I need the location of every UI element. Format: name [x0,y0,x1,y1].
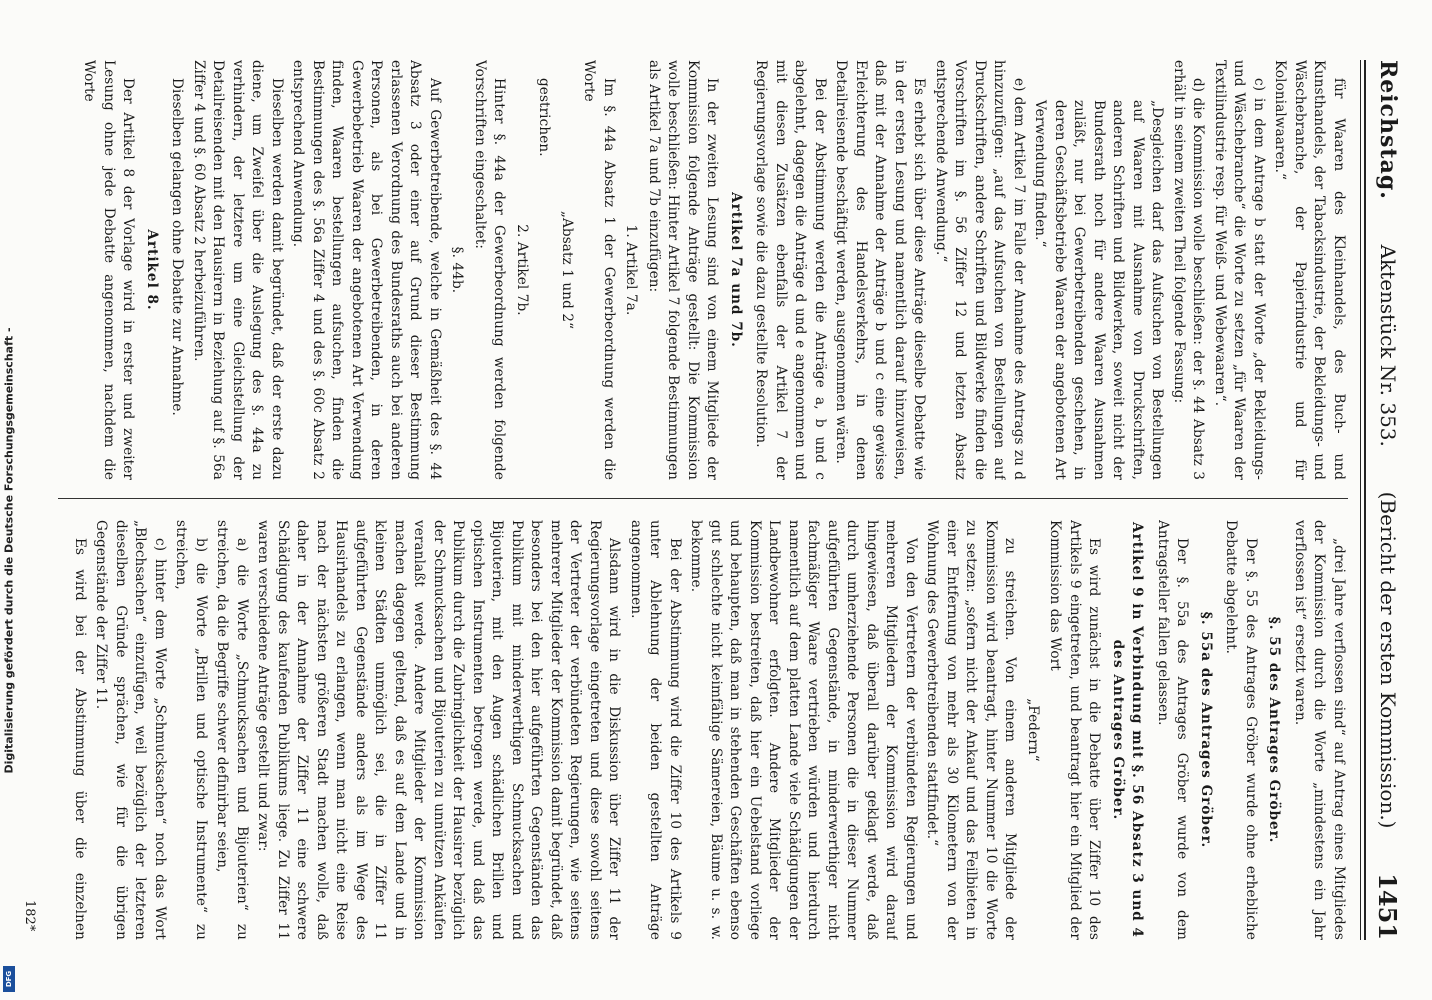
centered-line: „Absatz 1 und 2“ [559,210,575,330]
paragraph: für Waaren des Kleinhandels, des Buch- und Kunsthandels, der Tabacksindustrie, der Bekleidungs- und Wäschebranche, der Papierindustrie und für Kolonialwaaren.“ [1272,60,1347,480]
paragraph: Bei der Abstimmung wird die Ziffer 10 des Artikels 9 unter Ablehnung der beiden gestellten Anträge angenommen. [628,520,683,940]
paragraph: d) die Kommission wolle beschließen: der §. 44 Absatz 3 erhält in seinem zweiten Theil folgende Fassung: [1171,60,1207,480]
paragraph: gestrichen. [536,78,553,157]
paragraph: „drei Jahre verflossen sind“ auf Antrag eines Mitgliedes der Kommission durch die Worte „mindestens ein Jahr verflossen ist“ ersetzt waren. [1292,520,1347,940]
section-heading: §. 55a des Antrages Gröber. [1198,611,1214,849]
paragraph: In der zweiten Lesung sind von einem Mitgliede der Kommission folgende Anträge gestellt: Die Kommission wolle beschließen: Hinter Artikel 7 folgende Bestimmungen als Artikel 7a und 7b einzufügen: [646,60,721,480]
paragraph: b) die Worte „Brillen und optische Instrumente“ zu streichen, [173,520,209,940]
paragraph: Bei der Abstimmung werden die Anträge a, b und c abgelehnt, dagegen die Anträge d und e angenommen und mit diesen Zusätzen ebenfalls der Artikel 7 der Regierungsvorlage sowie die dazu gestellte Resolution. [753,60,828,480]
dfg-logo [3,966,15,992]
header-rule [1364,60,1366,940]
right-column [68,520,1348,940]
header-title: (Bericht der ersten Kommission.) [1376,491,1400,829]
paragraph: Der §. 55a des Antrages Gröber wurde von dem Antragsteller fallen gelassen. [1155,520,1191,940]
paragraph: Der Artikel 8 der Vorlage wird in erster und zweiter Lesung ohne jede Debatte angenommen, nachdem die Worte [81,60,137,480]
centered-line: 2. Artikel 7b. [514,224,530,316]
paragraph: a) die Worte „Schmucksachen und Bijouterien“ zu streichen, da die Begriffe schwer definirbar seien, [214,520,250,940]
header-rule-thin [1360,60,1361,940]
section-heading: Artikel 9 in Verbindung mit §. 56 Absatz 3 und 4 des Antrages Gröber. [1110,522,1146,938]
header-left: Reichstag. [1375,60,1401,200]
centered-line: §. 44b. [449,246,466,294]
paragraph: zu streichen. Von einem anderen Mitgliede der Kommission wird beantragt, hinter Nummer 10 die Worte zu setzen: „sofern nicht der Ankauf und das Feilbieten in einer Entfernung von mehr als 30 Kilometern von der Wohnung des Gewerbetreibenden stattfindet.“ [924,520,1019,940]
paragraph: Von den Vertretern der verbündeten Regierungen und mehreren Mitgliedern der Kommission wird darauf hingewiesen, daß überall darüber geklagt werde, daß durch umherziehende Personen die in dieser Nummer aufgeführten Gegenstände, in minderwerthiger nicht fachmäßiger Waare vertrieben würden und hierdurch namentlich auf dem platten Lande viele Schädigungen der Landbewohner erfolgten. Andere Mitglieder der Kommission bestreiten, daß hier ein Uebelstand vorliege und behaupten, daß man in stehenden Geschäften ebenso gut schlechte nicht keimfähige Sämereien, Bäume u. s. w. bekomme. [688,520,919,940]
paragraph: Hinter §. 44a der Gewerbeordnung werden folgende Vorschriften eingeschaltet: [472,60,508,480]
section-heading: §. 55 des Antrages Gröber. [1266,616,1283,844]
document-number: Aktenstück Nr. 353. [1376,244,1400,447]
centered-line: „Federn“ [1025,698,1041,762]
digitization-credit [2,120,16,980]
paragraph: c) hinter dem Worte „Schmucksachen“ noch das Wort „Blechsachen“ einzufügen, weil bezüglich der letzteren dieselben Gründe sprächen, wie für die übrigen Gegenstände der Ziffer 11. [93,520,168,940]
paragraph: Im §. 44a Absatz 1 der Gewerbeordnung werden die Worte [581,60,617,480]
paragraph: c) in dem Antrage b statt der Worte „der Bekleidungs- und Wäschebranche“ die Worte zu setzen „für Waaren der Textilindustrie resp. für Weiß- und Webewaaren“. [1212,60,1267,480]
section-heading: Artikel 7a und 7b. [728,192,744,348]
quoted-paragraph: „Desgleichen darf das Aufsuchen von Bestellungen auf Waaren mit Ausnahme von Druckschriften, anderen Schriften und Bildwerken, soweit nicht der Bundesrath noch für andere Waaren Ausnahmen zuläßt, nur bei Gewerbetreibenden geschehen, in deren Geschäftsbetriebe Waaren der angebotenen Art Verwendung finden.“ [1032,100,1166,480]
page-number: 1451 [1373,873,1403,940]
signature-mark: 182* [22,900,37,932]
paragraph: Der §. 55 des Antrages Gröber wurde ohne erhebliche Debatte abgelehnt. [1223,520,1259,940]
paragraph: e) dem Artikel 7 im Falle der Annahme des Antrags zu d hinzuzufügen: „auf das Aufsuchen von Bestellungen auf Druckschriften, andere Schriften und Bildwerke finden die Vorschriften im §. 56 Ziffer 12 und letzten Absatz entsprechende Anwendung.“ [933,60,1027,480]
page-header [1368,60,1408,940]
centered-line: 1. Artikel 7a. [623,224,640,316]
credit-text: Digitalisierung gefördert durch die Deutsche Forschungsgemeinschaft - [2,326,16,774]
paragraph: Dieselben gelangen ohne Debatte zur Annahme. [169,78,186,416]
paragraph: Es wird zunächst in die Debatte über Ziffer 10 des Artikels 9 eingetreten, und beantragt hier ein Mitglied der Kommission das Wort [1047,520,1103,940]
paragraph: Es wird bei der Abstimmung über die einzelnen [72,538,88,940]
section-heading: Artikel 8. [144,229,160,311]
paragraph: Dieselben werden damit begründet, daß der erste dazu diene, um Zweifel über die Auslegung des §. 44a zu verhindern, der letztere um eine Gleichstellung der Detailreisenden mit den Hausirern in Beziehung auf §. 56a Ziffer 4 und §. 60 Absatz 2 herbeizuführen. [191,60,285,480]
paragraph: Es erhebt sich über diese Anträge dieselbe Debatte wie in der ersten Lesung und namentlich darauf hinzuweisen, daß mit der Annahme der Anträge b und c eine gewisse Erleichterung des Handelsverkehrs, in denen Detailreisende beschäftigt werden, ausgenommen wären. [833,60,928,480]
dfg-logo-text: DFG [5,970,13,988]
paragraph: Auf Gewerbetreibende, welche in Gemäßheit des §. 44 Absatz 3 oder einer auf Grund dieser Bestimmung erlassenen Verordnung des Bundesraths auch bei anderen Personen, als bei Gewerbetreibenden, in deren Gewerbebetrieb Waaren der angebotenen Art Verwendung finden, Waaren bestellungen aufsuchen, finden die Bestimmungen des §. 56a Ziffer 4 und des §. 60c Absatz 2 entsprechend Anwendung. [290,60,443,480]
left-column [68,60,1348,480]
paragraph: Alsdann wird in die Diskussion über Ziffer 11 der Regierungsvorlage eingetreten und diese sowohl seitens der Vertreter der verbündeten Regierungen, wie seitens mehrerer Mitglieder der Kommission damit begründet, daß besonders bei den hier aufgeführten Gegenständen das Publikum mit minderwerthigen Schmucksachen und Bijouterien, mit den Augen schädlichen Brillen und optischen Instrumenten betrogen werde, und daß das Publikum durch die Zubringlichkeit der Hausirer bezüglich der Schmucksachen und Bijouterien zu unnützen Ankäufen veranlaßt werde. Andere Mitglieder der Kommission machen dagegen geltend, daß es auf dem Lande und in kleinen Städten unmöglich sei, die in Ziffer 11 aufgeführten Gegenstände anders als im Wege des Hausirhandels zu erlangen, wenn man nicht eine Reise nach der nächsten größeren Stadt machen wolle, daß daher in der Annahme der Ziffer 11 eine schwere Schädigung des kaufenden Publikums liege. Zu Ziffer 11 waren verschiedene Anträge gestellt und zwar: [255,520,623,940]
column-divider [58,498,1348,499]
